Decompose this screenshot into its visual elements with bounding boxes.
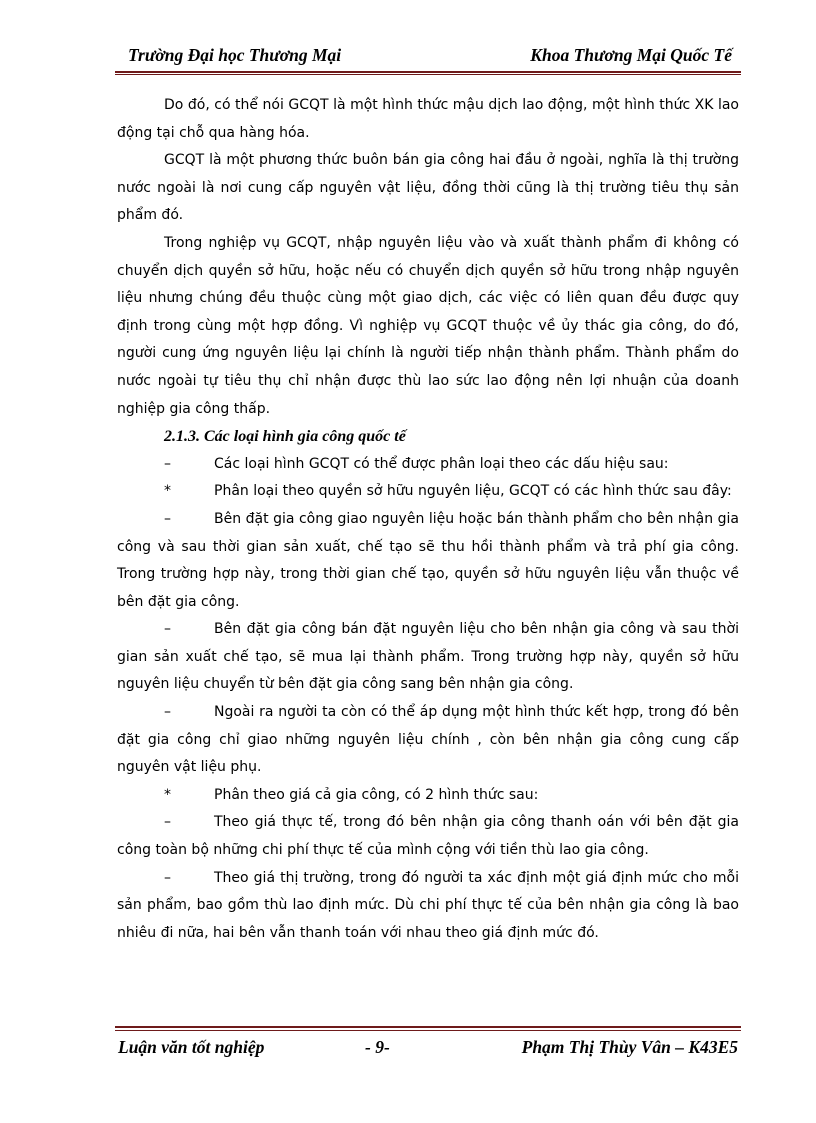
list-item xyxy=(117,699,739,782)
paragraph: Do đó, có thể nói GCQT là một hình thức mậu dịch lao động, một hình thức XK lao động tại chỗ qua hàng hóa. xyxy=(117,97,739,141)
header-rule xyxy=(115,71,741,73)
list-item-text: Bên đặt gia công bán đặt nguyên liệu cho bên nhận gia công và sau thời gian sản xuất chế tạo, sẽ mua lại thành phẩm. Trong trường hợp này, quyền sở hữu nguyên liệu chuyển từ bên đặt gia công sang bên nhận gia công. xyxy=(117,621,739,693)
header-faculty: Khoa Thương Mại Quốc Tế xyxy=(530,45,732,65)
list-item xyxy=(117,451,739,479)
list-item-text: Phân loại theo quyền sở hữu nguyên liệu, GCQT có các hình thức sau đây: xyxy=(214,483,732,500)
page-body xyxy=(117,92,739,947)
footer-thesis-label: Luận văn tốt nghiệp xyxy=(118,1037,265,1057)
footer-rule-thin xyxy=(115,1030,741,1031)
footer-rule xyxy=(115,1026,741,1028)
list-item-text: Theo giá thị trường, trong đó người ta xác định một giá định mức cho mỗi sản phẩm, bao gồm thù lao định mức. Dù chi phí thực tế của bên nhận gia công là bao nhiêu đi nữa, hai bên vẫn thanh toán với nhau theo giá định mức đó. xyxy=(117,869,739,941)
dash-marker: – xyxy=(164,455,171,472)
list-item-text: Ngoài ra người ta còn có thể áp dụng một hình thức kết hợp, trong đó bên đặt gia công chỉ giao những nguyên liệu chính , còn bên nhận gia công cung cấp nguyên vật liệu phụ. xyxy=(117,704,739,776)
paragraph: GCQT là một phương thức buôn bán gia công hai đầu ở ngoài, nghĩa là thị trường nước ngoài là nơi cung cấp nguyên vật liệu, đồng thời cũng là thị trường tiêu thụ sản phẩm đó. xyxy=(117,152,739,224)
asterisk-marker: * xyxy=(164,786,171,803)
dash-marker: – xyxy=(164,814,171,831)
list-item xyxy=(117,782,739,810)
header-school: Trường Đại học Thương Mại xyxy=(128,45,342,65)
list-item xyxy=(117,478,739,506)
list-item xyxy=(117,865,739,948)
list-item xyxy=(117,616,739,699)
asterisk-marker: * xyxy=(164,483,171,500)
list-item xyxy=(117,809,739,864)
dash-marker: – xyxy=(164,869,171,886)
footer-author: Phạm Thị Thùy Vân – K43E5 xyxy=(521,1037,738,1057)
list-item-text: Theo giá thực tế, trong đó bên nhận gia công thanh oán với bên đặt gia công toàn bộ những chi phí thực tế của mình cộng với tiền thù lao gia công. xyxy=(117,814,739,859)
paragraph: Trong nghiệp vụ GCQT, nhập nguyên liệu vào và xuất thành phẩm đi không có chuyển dịch quyền sở hữu, hoặc nếu có chuyển dịch quyền sở hữu trong nhập nguyên liệu nhưng chúng đều thuộc cùng một giao dịch, các việc có liên quan đều được quy định trong cùng một hợp đồng. Vì nghiệp vụ GCQT thuộc về ủy thác gia công, do đó, người cung ứng nguyên liệu lại chính là người tiếp nhận thành phẩm. Thành phẩm do nước ngoài tự tiêu thụ chỉ nhận được thù lao sức lao động nên lợi nhuận của doanh nghiệp gia công thấp. xyxy=(117,234,739,417)
dash-marker: – xyxy=(164,704,171,721)
list-item-text: Bên đặt gia công giao nguyên liệu hoặc bán thành phẩm cho bên nhận gia công và sau thời gian sản xuất, chế tạo sẽ thu hồi thành phẩm và trả phí gia công. Trong trường hợp này, trong thời gian chế tạo, quyền sở hữu nguyên liệu vẫn thuộc về bên đặt gia công. xyxy=(117,510,739,610)
list-item-text: Phân theo giá cả gia công, có 2 hình thức sau: xyxy=(214,786,539,803)
list-item xyxy=(117,506,739,616)
dash-marker: – xyxy=(164,510,171,527)
section-heading: 2.1.3. Các loại hình gia công quốc tế xyxy=(164,428,406,446)
page-number: - 9- xyxy=(365,1037,390,1057)
page-footer xyxy=(118,1037,738,1065)
list-item-text: Các loại hình GCQT có thể được phân loại theo các dấu hiệu sau: xyxy=(214,455,669,472)
header-rule-thin xyxy=(115,74,741,75)
dash-marker: – xyxy=(164,621,171,638)
